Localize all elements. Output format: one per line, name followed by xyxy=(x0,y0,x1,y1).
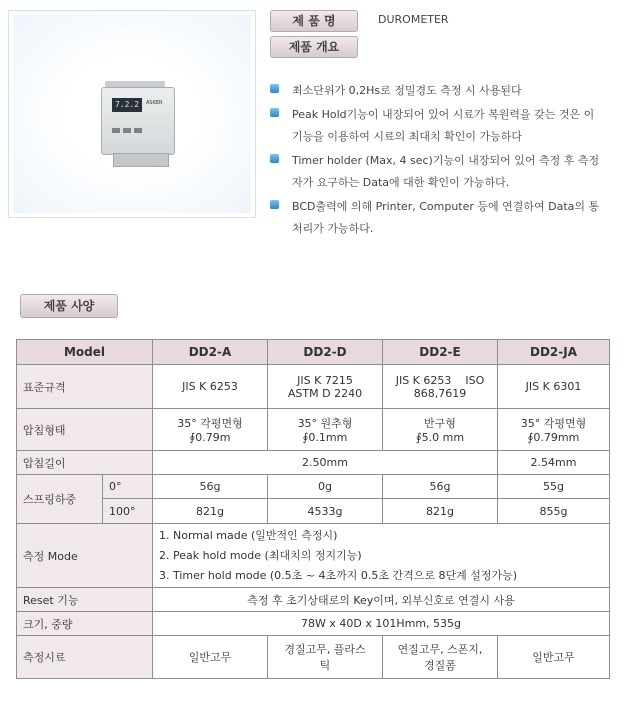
device-base xyxy=(113,153,169,167)
cell-line: ASTM D 2240 xyxy=(287,386,363,400)
table-row xyxy=(17,451,610,475)
feature-item xyxy=(268,104,608,148)
cell-line: ∮0.1mm xyxy=(302,431,348,444)
feature-item xyxy=(268,196,608,240)
cell-standard: JIS K 6253 xyxy=(153,365,268,409)
sub-label-0: 0° xyxy=(103,475,153,499)
table-row xyxy=(17,475,610,499)
cell-line: 틱 xyxy=(319,659,331,672)
cell-spring-load: 855g xyxy=(498,499,610,524)
table-row xyxy=(17,499,610,524)
row-label-size: 크기, 중량 xyxy=(17,612,153,636)
cell-indenter-length: 2.50mm xyxy=(153,451,498,475)
cell-mode xyxy=(153,524,610,588)
feature-text: Peak Hold기능이 내장되어 있어 시료가 복원력을 갖는 것은 이 기능을 이용하여 시료의 최대치 확인이 가능하다 xyxy=(292,108,595,143)
row-label-spring-load: 스프링하중 xyxy=(17,475,103,524)
model-dd2-ja: DD2-JA xyxy=(498,340,610,365)
device-buttons xyxy=(112,118,145,137)
cell-reset: 측정 후 초기상태로의 Key이며, 외부신호로 연결시 사용 xyxy=(153,588,610,612)
row-label-indenter-shape: 압침형태 xyxy=(17,409,153,451)
bullet-icon xyxy=(270,108,279,117)
sub-label-100: 100° xyxy=(103,499,153,524)
cell-line: 35° 각평면형 xyxy=(520,417,587,430)
cell-spring-load: 55g xyxy=(498,475,610,499)
feature-item xyxy=(268,80,608,102)
table-row xyxy=(17,365,610,409)
row-label-mode: 측정 Mode xyxy=(17,524,153,588)
model-dd2-d: DD2-D xyxy=(268,340,383,365)
cell-line: 경질폼 xyxy=(424,659,456,672)
row-label-indenter-length: 압침길이 xyxy=(17,451,153,475)
cell-line: 868,7619 xyxy=(413,386,467,400)
table-row xyxy=(17,524,610,588)
device-button xyxy=(112,128,120,133)
product-image-frame xyxy=(8,10,256,218)
feature-text: BCD출력에 의해 Printer, Computer 등에 연결하여 Data의 통처리가 가능하다. xyxy=(292,200,600,235)
cell-spring-load: 0g xyxy=(268,475,383,499)
model-dd2-e: DD2-E xyxy=(383,340,498,365)
row-label-sample: 측정시료 xyxy=(17,636,153,679)
device-screen: 7.2.2 xyxy=(112,98,142,112)
row-label-reset: Reset 기능 xyxy=(17,588,153,612)
device-logo: ASKER xyxy=(146,100,163,106)
cell-indenter-length: 2.54mm xyxy=(498,451,610,475)
table-row xyxy=(17,409,610,451)
product-name-value: DUROMETER xyxy=(378,13,449,26)
cell-line: JIS K 7215 xyxy=(297,373,353,387)
row-label-standard: 표준규격 xyxy=(17,365,153,409)
product-name-label: 제 품 명 xyxy=(270,10,358,32)
cell-line: ∮0.79m xyxy=(189,431,231,444)
table-row xyxy=(17,588,610,612)
cell-indenter-shape xyxy=(268,409,383,451)
cell-line: JIS K 6253 ISO xyxy=(395,373,485,387)
cell-sample xyxy=(268,636,383,679)
cell-indenter-shape xyxy=(498,409,610,451)
cell-line: 35° 원추형 xyxy=(297,417,353,430)
product-overview-label: 제품 개요 xyxy=(270,36,358,58)
table-row xyxy=(17,612,610,636)
mode-line: 1. Normal made (일반적인 측정시) xyxy=(159,528,338,542)
cell-line: 반구형 xyxy=(424,417,456,430)
cell-line: ∮0.79mm xyxy=(527,431,580,444)
bullet-icon xyxy=(270,200,279,209)
spec-section-label: 제품 사양 xyxy=(20,294,118,318)
cell-standard xyxy=(268,365,383,409)
cell-standard: JIS K 6301 xyxy=(498,365,610,409)
cell-spring-load: 56g xyxy=(383,475,498,499)
table-row xyxy=(17,636,610,679)
cell-spring-load: 56g xyxy=(153,475,268,499)
bullet-icon xyxy=(270,84,279,93)
feature-text: 최소단위가 0,2Hs로 정밀경도 측정 시 사용된다 xyxy=(292,84,522,97)
cell-size: 78W x 40D x 101Hmm, 535g xyxy=(153,612,610,636)
table-header-row xyxy=(17,340,610,365)
cell-sample: 일반고무 xyxy=(153,636,268,679)
device-button xyxy=(123,128,131,133)
cell-line: 연질고무, 스폰지, xyxy=(397,643,483,656)
cell-sample: 일반고무 xyxy=(498,636,610,679)
cell-spring-load: 821g xyxy=(383,499,498,524)
product-image xyxy=(13,15,251,213)
cell-spring-load: 4533g xyxy=(268,499,383,524)
cell-line: 35° 각평면형 xyxy=(177,417,243,430)
cell-line: 경질고무, 플라스 xyxy=(284,643,366,656)
mode-line: 2. Peak hold mode (최대치의 정지기능) xyxy=(159,548,362,562)
feature-list xyxy=(268,80,608,242)
cell-indenter-shape xyxy=(383,409,498,451)
model-header: Model xyxy=(17,340,153,365)
mode-line: 3. Timer hold mode (0.5초 ~ 4초까지 0.5초 간격으로 8단계 설정가능) xyxy=(159,568,518,582)
model-dd2-a: DD2-A xyxy=(153,340,268,365)
cell-sample xyxy=(383,636,498,679)
cell-line: ∮5.0 mm xyxy=(415,431,465,444)
feature-text: Timer holder (Max, 4 sec)기능이 내장되어 있어 측정 후 측정자가 요구하는 Data에 대한 확인이 가능하다. xyxy=(292,154,600,189)
device-body xyxy=(101,87,175,155)
cell-standard xyxy=(383,365,498,409)
bullet-icon xyxy=(270,154,279,163)
spec-table xyxy=(16,339,610,679)
cell-spring-load: 821g xyxy=(153,499,268,524)
feature-item xyxy=(268,150,608,194)
cell-indenter-shape xyxy=(153,409,268,451)
device-button xyxy=(134,128,142,133)
